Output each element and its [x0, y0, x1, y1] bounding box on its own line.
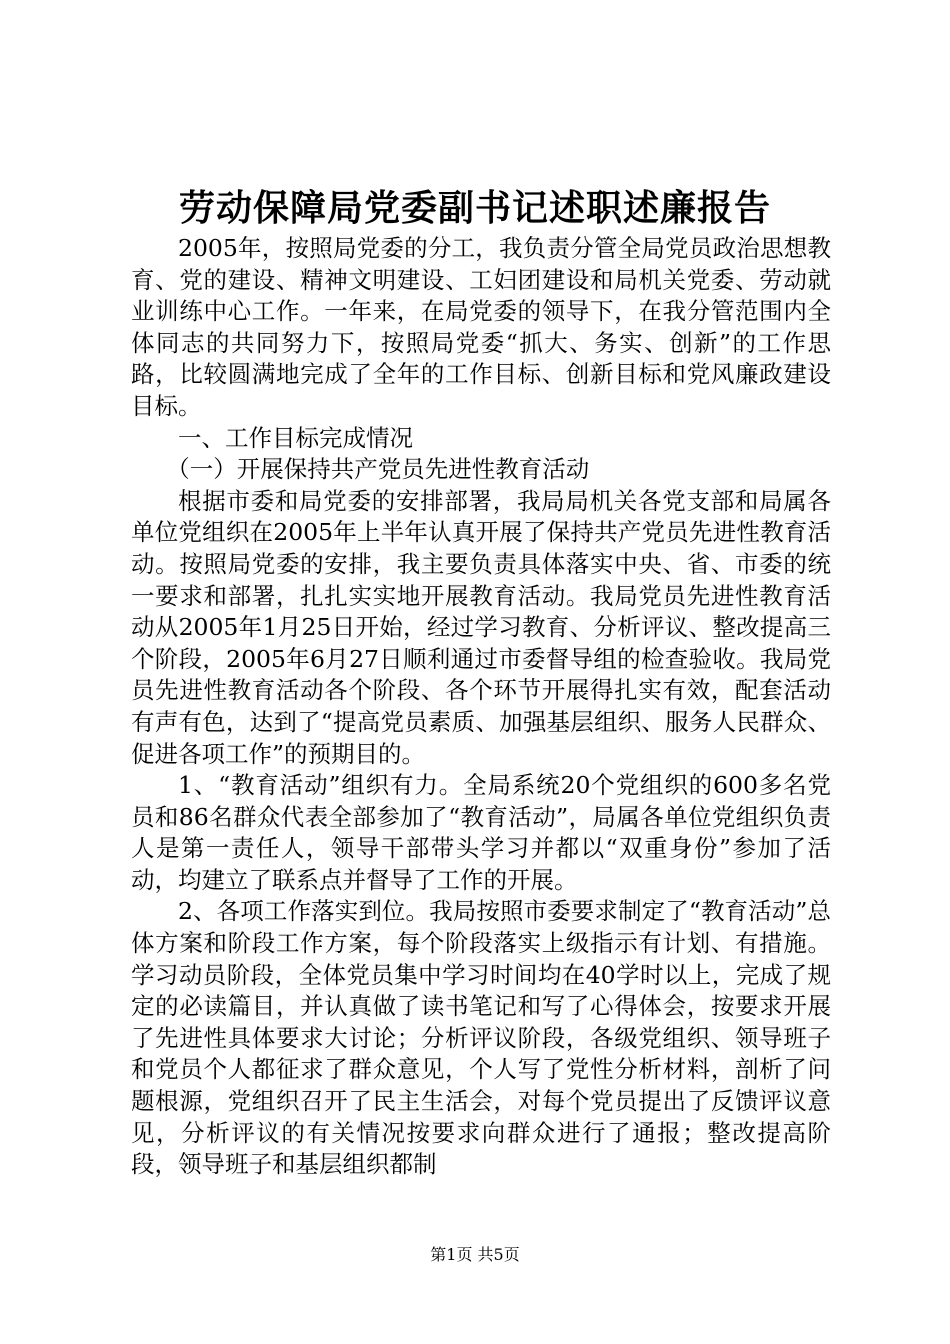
paragraph-education-activity: 根据市委和局党委的安排部署，我局局机关各党支部和局属各单位党组织在2005年上半年认真开展了保持共产党员先进性教育活动。按照局党委的安排，我主要负责具体落实中央、省、市委的统一要求和部署，扎扎实实地开展教育活动。我局党员先进性教育活动从2005年1月25日开始，经过学习教育、分析评议、整改提高三个阶段，2005年6月27日顺利通过市委督导组的检查验收。我局党员先进性教育活动各个阶段、各个环节开展得扎实有效，配套活动有声有色，达到了“提高党员素质、加强基层组织、服务人民群众、促进各项工作”的预期目的。 — [131, 486, 831, 768]
section-heading-1: 一、工作目标完成情况 — [178, 423, 413, 452]
paragraph-point-2: 2、各项工作落实到位。我局按照市委要求制定了“教育活动”总体方案和阶段工作方案，每个阶段落实上级指示有计划、有措施。学习动员阶段，全体党员集中学习时间均在40学时以上，完成了规定的必读篇目，并认真做了读书笔记和写了心得体会，按要求开展了先进性具体要求大讨论；分析评议阶段，各级党组织、领导班子和党员个人都征求了群众意见，个人写了党性分析材料，剖析了问题根源，党组织召开了民主生活会，对每个党员提出了反馈评议意见，分析评议的有关情况按要求向群众进行了通报；整改提高阶段，领导班子和基层组织都制 — [131, 897, 831, 1179]
paragraph-point-1: 1、“教育活动”组织有力。全局系统20个党组织的600多名党员和86名群众代表全部参加了“教育活动”，局属各单位党组织负责人是第一责任人，领导干部带头学习并都以“双重身份”参加了活动，均建立了联系点并督导了工作的开展。 — [131, 771, 831, 894]
page-number-footer: 第1页 共5页 — [430, 1245, 520, 1264]
document-body — [131, 233, 831, 1181]
paragraph-intro: 2005年，按照局党委的分工，我负责分管全局党员政治思想教育、党的建设、精神文明建设、工妇团建设和局机关党委、劳动就业训练中心工作。一年来，在局党委的领导下，在我分管范围内全体同志的共同努力下，按照局党委“抓大、务实、创新”的工作思路，比较圆满地完成了全年的工作目标、创新目标和党风廉政建设目标。 — [131, 234, 831, 420]
subsection-heading-1: （一）开展保持共产党员先进性教育活动 — [166, 455, 590, 484]
document-title: 劳动保障局党委副书记述职述廉报告 — [178, 187, 771, 229]
